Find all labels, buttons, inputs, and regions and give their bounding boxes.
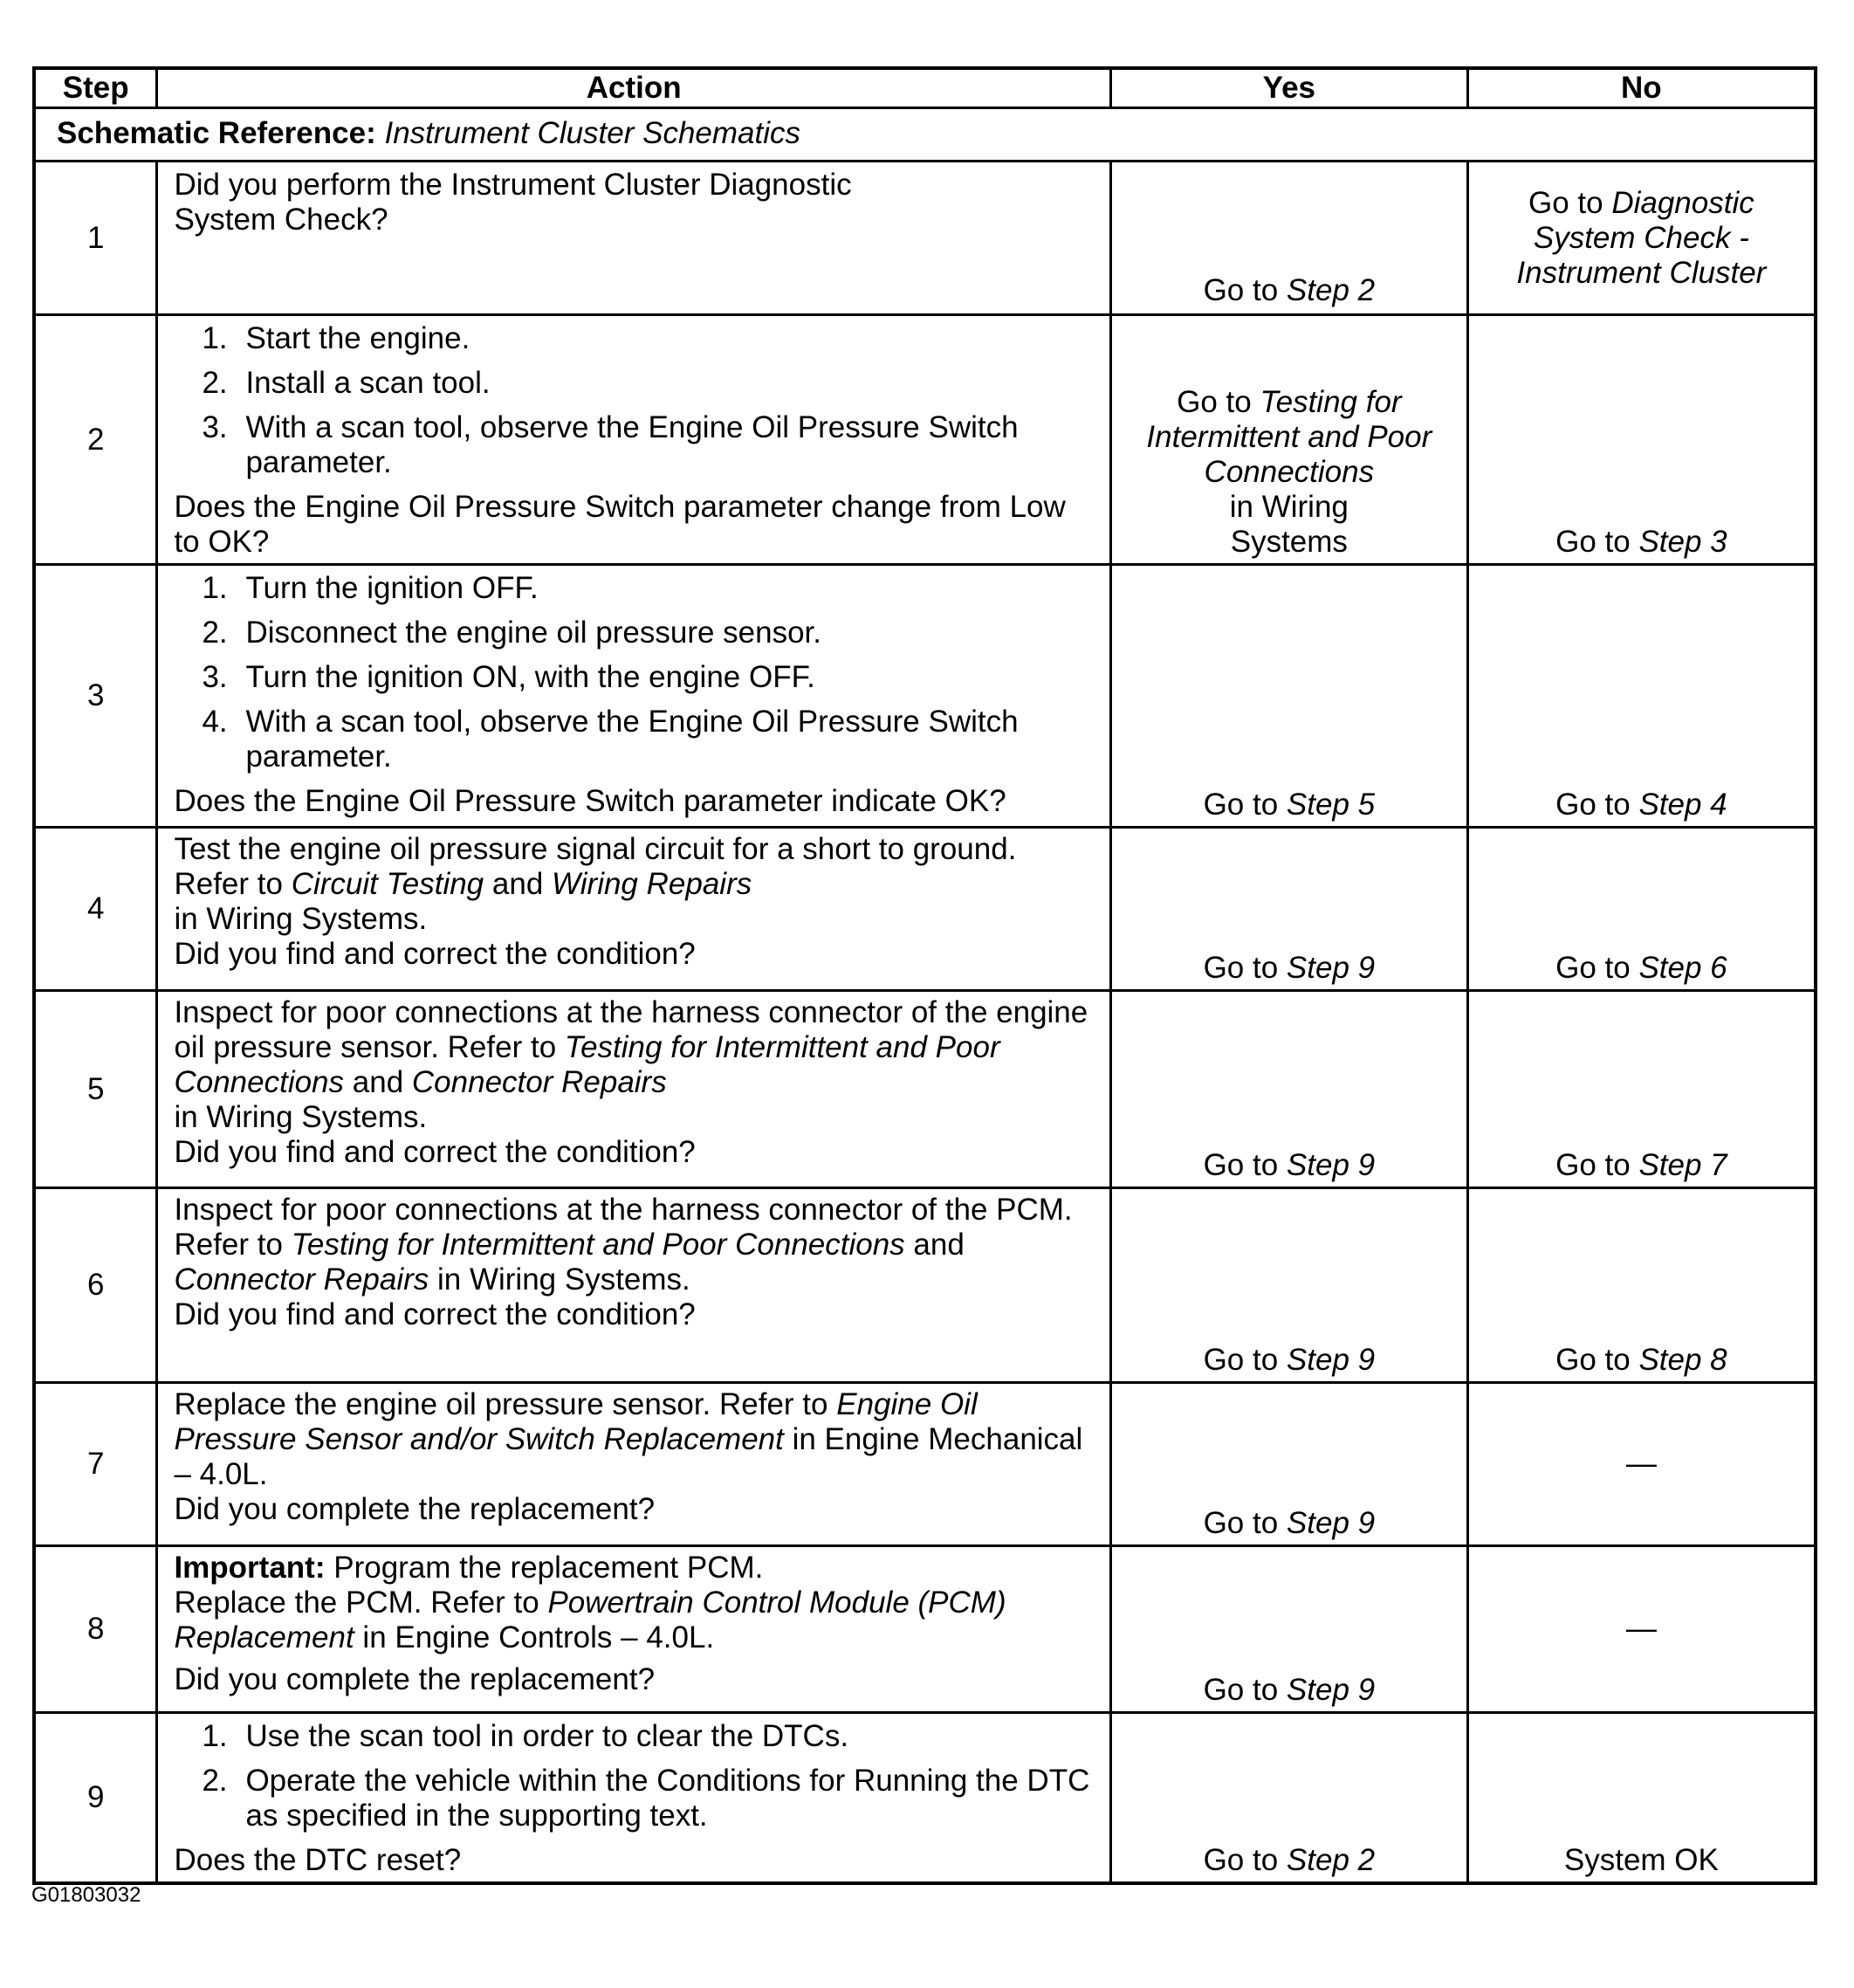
table-row	[34, 1713, 1816, 1883]
no-link[interactable]: Step 6	[1638, 951, 1727, 985]
table-row	[34, 565, 1816, 828]
table-row	[34, 1188, 1816, 1383]
yes-prefix: Go to	[1177, 385, 1252, 419]
header-action: Action	[157, 68, 1110, 108]
yes-link[interactable]: Step 9	[1286, 1343, 1376, 1377]
yes-prefix: Go to	[1203, 273, 1279, 307]
no-prefix: Go to	[1555, 525, 1631, 559]
no-prefix: Go to	[1528, 185, 1603, 220]
step-number: 6	[34, 1188, 157, 1383]
action-text: Did you perform the Instrument Cluster Diagnostic System Check?	[174, 168, 852, 237]
list-item: 3. With a scan tool, observe the Engine Oil Pressure Switch parameter.	[202, 410, 1019, 479]
yes-suffix: in Wiring Systems	[1229, 490, 1349, 559]
list-item: 1. Start the engine.	[202, 321, 470, 355]
yes-cell	[1110, 991, 1467, 1188]
action-text: Replace the PCM. Refer to Powertrain Control Module (PCM) Replacement in Engine Controls – 4.0L.	[174, 1586, 1006, 1654]
action-question: Does the Engine Oil Pressure Switch parameter change from Low to OK?	[174, 490, 1066, 559]
action-question: Does the Engine Oil Pressure Switch parameter indicate OK?	[174, 784, 1006, 818]
reference-link[interactable]: Powertrain Control Module (PCM) Replacement	[174, 1586, 1006, 1654]
action-text: Replace the engine oil pressure sensor. Refer to Engine Oil Pressure Sensor and/or Switch Replacement in Engine Mechanical – 4.0L.	[174, 1387, 1083, 1491]
list-item: 2. Disconnect the engine oil pressure sensor.	[202, 616, 822, 650]
table-row	[34, 1546, 1816, 1713]
step-number: 8	[34, 1546, 157, 1713]
figure-code: G01803032	[31, 1883, 141, 1907]
yes-link[interactable]: Step 2	[1286, 273, 1376, 307]
schematic-row	[34, 108, 1816, 162]
action-question: Did you find and correct the condition?	[174, 1297, 696, 1331]
action-cell	[157, 1188, 1110, 1383]
yes-prefix: Go to	[1203, 1842, 1279, 1877]
step-number: 7	[34, 1383, 157, 1546]
yes-cell	[1110, 1713, 1467, 1883]
yes-link[interactable]: Step 9	[1286, 1148, 1376, 1182]
important-note: Important: Program the replacement PCM.	[174, 1551, 764, 1585]
yes-prefix: Go to	[1203, 1506, 1279, 1540]
no-cell: —	[1467, 1383, 1816, 1546]
reference-link[interactable]: Connector Repairs	[411, 1065, 667, 1099]
no-cell	[1467, 565, 1816, 828]
step-number: 2	[34, 315, 157, 565]
no-prefix: Go to	[1555, 1343, 1631, 1377]
table-row	[34, 162, 1816, 315]
action-cell	[157, 1713, 1110, 1883]
reference-link[interactable]: Connector Repairs	[174, 1262, 429, 1297]
list-item: 3. Turn the ignition ON, with the engine OFF.	[202, 660, 815, 694]
table-row	[34, 1383, 1816, 1546]
no-link[interactable]: Step 8	[1638, 1343, 1727, 1377]
no-prefix: Go to	[1555, 788, 1631, 822]
schematic-reference	[34, 108, 1816, 162]
no-link[interactable]: Step 4	[1638, 788, 1727, 822]
action-steps	[174, 571, 1093, 774]
no-cell: —	[1467, 1546, 1816, 1713]
yes-prefix: Go to	[1203, 1148, 1279, 1182]
action-cell	[157, 991, 1110, 1188]
yes-prefix: Go to	[1203, 1673, 1279, 1707]
schematic-link[interactable]: Instrument Cluster Schematics	[384, 116, 801, 150]
action-cell	[157, 828, 1110, 991]
step-number: 1	[34, 162, 157, 315]
no-link[interactable]: Step 3	[1638, 525, 1727, 559]
diagnostic-table	[32, 66, 1817, 1885]
list-item: 1. Use the scan tool in order to clear the DTCs.	[202, 1719, 849, 1753]
table-row	[34, 828, 1816, 991]
action-cell	[157, 162, 1110, 315]
no-link[interactable]: Diagnostic System Check - Instrument Cluster	[1516, 185, 1767, 290]
yes-cell	[1110, 565, 1467, 828]
no-cell	[1467, 162, 1816, 315]
yes-link[interactable]: Step 9	[1286, 951, 1376, 985]
yes-cell	[1110, 1188, 1467, 1383]
yes-cell	[1110, 828, 1467, 991]
no-cell	[1467, 315, 1816, 565]
reference-link[interactable]: Engine Oil Pressure Sensor and/or Switch Replacement	[174, 1387, 978, 1456]
no-cell	[1467, 991, 1816, 1188]
no-cell: System OK	[1467, 1713, 1816, 1883]
no-cell	[1467, 1188, 1816, 1383]
action-question: Did you find and correct the condition?	[174, 1135, 696, 1169]
action-text: Test the engine oil pressure signal circuit for a short to ground. Refer to Circuit Testing and Wiring Repairs in Wiring Systems.	[174, 832, 1017, 936]
action-cell	[157, 565, 1110, 828]
no-prefix: Go to	[1555, 951, 1631, 985]
yes-prefix: Go to	[1203, 951, 1279, 985]
yes-link[interactable]: Testing for Intermittent and Poor Connections	[1146, 385, 1432, 489]
action-question: Did you find and correct the condition?	[174, 937, 696, 971]
reference-link[interactable]: Testing for Intermittent and Poor Connections	[174, 1030, 1000, 1099]
reference-link[interactable]: Testing for Intermittent and Poor Connections	[291, 1228, 905, 1262]
action-steps	[174, 321, 1093, 480]
yes-link[interactable]: Step 9	[1286, 1506, 1376, 1540]
schematic-label: Schematic Reference:	[57, 116, 376, 150]
yes-cell	[1110, 1383, 1467, 1546]
list-item: 2. Operate the vehicle within the Conditions for Running the DTC as specified in the supporting text.	[202, 1764, 1090, 1833]
header-row	[34, 68, 1816, 108]
yes-prefix: Go to	[1203, 788, 1279, 822]
header-yes: Yes	[1110, 68, 1467, 108]
important-label: Important:	[174, 1551, 326, 1585]
yes-link[interactable]: Step 5	[1286, 788, 1376, 822]
yes-cell	[1110, 162, 1467, 315]
list-item: 4. With a scan tool, observe the Engine Oil Pressure Switch parameter.	[202, 705, 1019, 774]
action-question: Did you complete the replacement?	[174, 1662, 656, 1696]
table-row	[34, 991, 1816, 1188]
no-prefix: Go to	[1555, 1148, 1631, 1182]
list-item: 2. Install a scan tool.	[202, 366, 491, 400]
reference-link[interactable]: Wiring Repairs	[552, 867, 752, 901]
header-step: Step	[34, 68, 157, 108]
action-question: Did you complete the replacement?	[174, 1492, 656, 1526]
step-number: 5	[34, 991, 157, 1188]
action-text: Inspect for poor connections at the harness connector of the engine oil pressure sensor. Refer to Testing for Intermittent and Poor Connections and Connector Repairs in Wiring Systems.	[174, 995, 1088, 1134]
action-steps	[174, 1719, 1093, 1833]
step-number: 9	[34, 1713, 157, 1883]
action-cell	[157, 1546, 1110, 1713]
no-link[interactable]: Step 7	[1638, 1148, 1727, 1182]
reference-link[interactable]: Circuit Testing	[291, 867, 484, 901]
yes-prefix: Go to	[1203, 1343, 1279, 1377]
action-question: Does the DTC reset?	[174, 1843, 462, 1877]
yes-cell	[1110, 1546, 1467, 1713]
table-row	[34, 315, 1816, 565]
header-no: No	[1467, 68, 1816, 108]
action-cell	[157, 1383, 1110, 1546]
yes-link[interactable]: Step 2	[1286, 1842, 1376, 1877]
step-number: 4	[34, 828, 157, 991]
action-cell	[157, 315, 1110, 565]
list-item: 1. Turn the ignition OFF.	[202, 571, 539, 605]
no-cell	[1467, 828, 1816, 991]
step-number: 3	[34, 565, 157, 828]
yes-link[interactable]: Step 9	[1286, 1673, 1376, 1707]
action-text: Inspect for poor connections at the harness connector of the PCM. Refer to Testing for Intermittent and Poor Connections and Connector Repairs in Wiring Systems.	[174, 1193, 1073, 1297]
yes-cell	[1110, 315, 1467, 565]
